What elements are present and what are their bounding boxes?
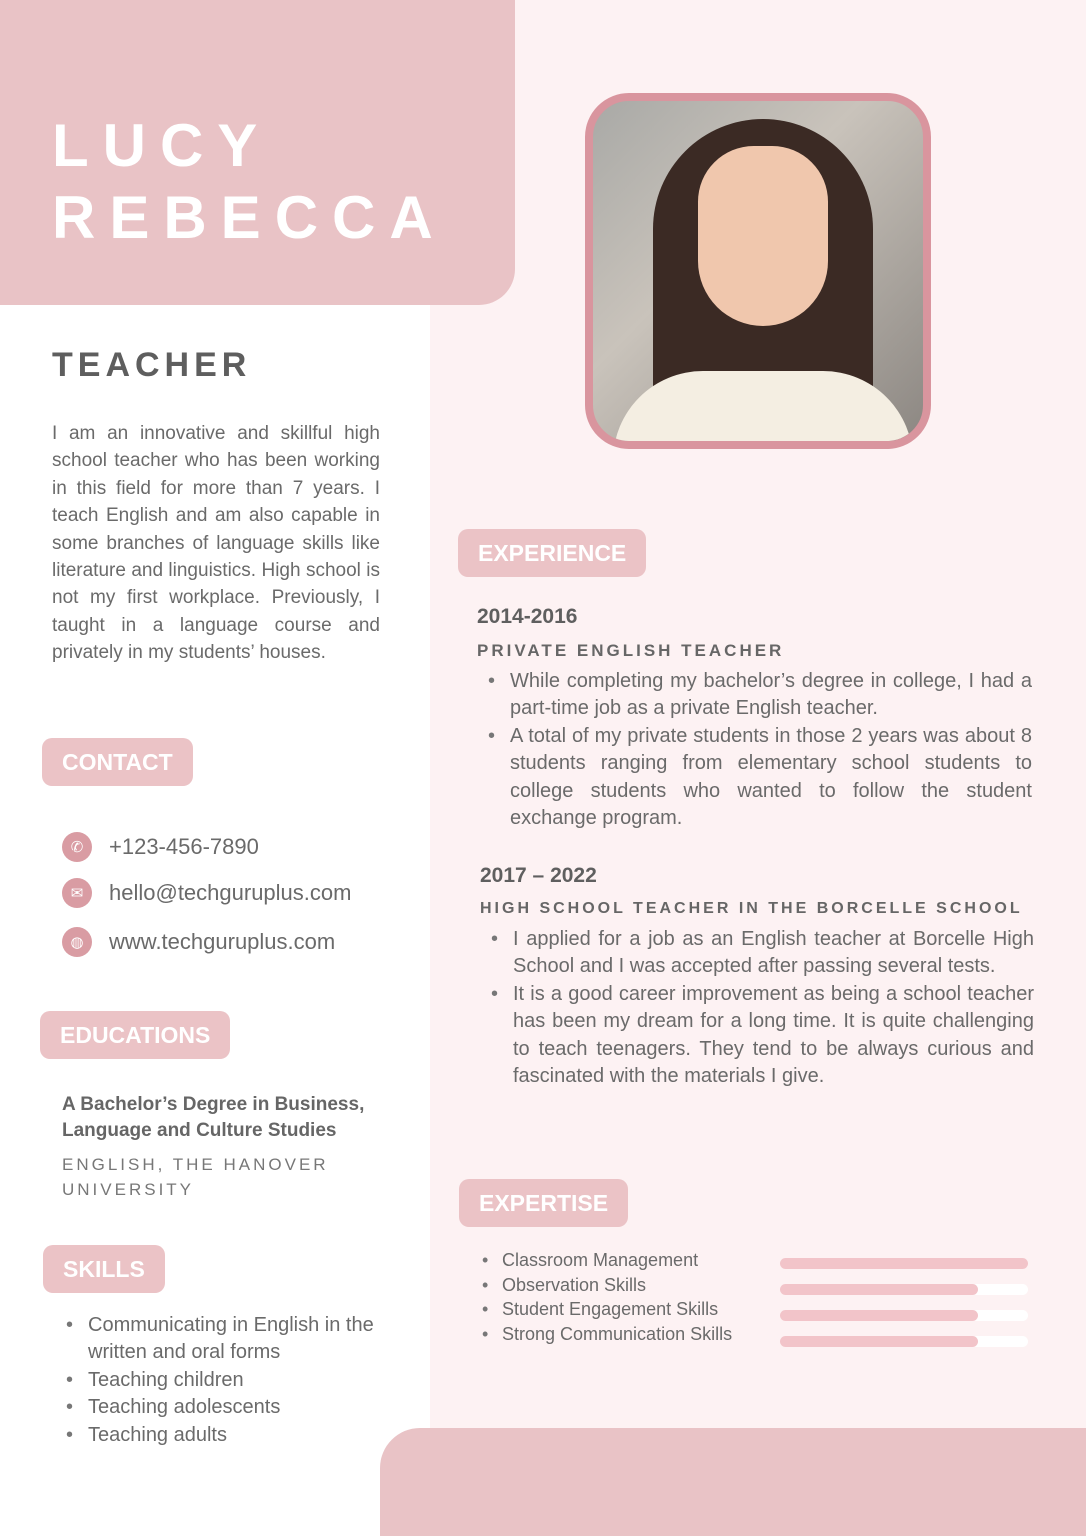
job-years: 2014-2016 [477, 605, 578, 628]
contact-email [62, 878, 351, 908]
expertise-bar-fill [780, 1336, 978, 1347]
education-heading: EDUCATIONS [40, 1011, 230, 1059]
job-role: TEACHER [52, 346, 252, 384]
job-years: 2017 – 2022 [480, 864, 597, 887]
expertise-bar [780, 1336, 1028, 1347]
photo-shirt [613, 371, 913, 449]
expertise-item: • Student Engagement Skills [478, 1297, 732, 1322]
footer-block [380, 1428, 1086, 1536]
photo-face [698, 146, 828, 326]
profile-photo [585, 93, 931, 449]
skill-item: • Communicating in English in the written and oral forms [62, 1312, 382, 1367]
job-title: PRIVATE ENGLISH TEACHER [477, 641, 785, 660]
expertise-bar-fill [780, 1284, 978, 1295]
phone-text: +123-456-7890 [109, 834, 259, 859]
expertise-heading: EXPERTISE [459, 1179, 628, 1227]
degree: A Bachelor’s Degree in Business, Language and Culture Studies [62, 1094, 365, 1141]
job-bullet: • It is a good career improvement as being a school teacher has been my dream for a long time. It is quite challenging to teach teenagers. They tend to be always curious and fascinated with the materials I give. [487, 981, 1034, 1091]
job-bullets [484, 668, 1032, 832]
contact-heading: CONTACT [42, 738, 193, 786]
last-name: REBECCA [52, 184, 447, 251]
expertise-bar [780, 1310, 1028, 1321]
globe-icon: ◍ [62, 927, 92, 957]
experience-heading: EXPERIENCE [458, 529, 646, 577]
expertise-item: • Observation Skills [478, 1273, 732, 1298]
email-text: hello@techguruplus.com [109, 880, 352, 905]
skill-item: • Teaching children [62, 1367, 382, 1394]
expertise-item: • Classroom Management [478, 1248, 732, 1273]
skills-list [62, 1312, 382, 1449]
job-bullet: • I applied for a job as an English teacher at Borcelle High School and I was accepted after passing several tests. [487, 926, 1034, 981]
job-bullet: • While completing my bachelor’s degree in college, I had a part-time job as a private English teacher. [484, 668, 1032, 723]
skills-heading: SKILLS [43, 1245, 165, 1293]
mail-icon: ✉ [62, 878, 92, 908]
first-name: LUCY [52, 112, 272, 179]
job-title: HIGH SCHOOL TEACHER IN THE BORCELLE SCHOOL [480, 900, 1023, 917]
phone-icon: ✆ [62, 832, 92, 862]
contact-website [62, 927, 335, 957]
expertise-bar [780, 1284, 1028, 1295]
full-name [52, 110, 447, 254]
skill-item: • Teaching adults [62, 1422, 382, 1449]
summary: I am an innovative and skillful high school teacher who has been working in this field for more than 7 years. I teach English and am also capable in some branches of language skills like literature and linguistics. High school is not my first workplace. Previously, I taught in a language course and privately in my students’ houses. [52, 423, 380, 664]
school: ENGLISH, THE HANOVER UNIVERSITY [62, 1155, 329, 1199]
skill-item: • Teaching adolescents [62, 1394, 382, 1421]
expertise-bar [780, 1258, 1028, 1269]
job-bullet: • A total of my private students in those 2 years was about 8 students ranging from elementary school students to college students who wanted to follow the student exchange program. [484, 723, 1032, 833]
expertise-list [478, 1248, 732, 1347]
website-text: www.techguruplus.com [109, 929, 336, 954]
expertise-bar-fill [780, 1310, 978, 1321]
expertise-item: • Strong Communication Skills [478, 1322, 732, 1347]
contact-phone [62, 832, 259, 862]
expertise-bar-fill [780, 1258, 1028, 1269]
job-bullets [487, 926, 1034, 1090]
